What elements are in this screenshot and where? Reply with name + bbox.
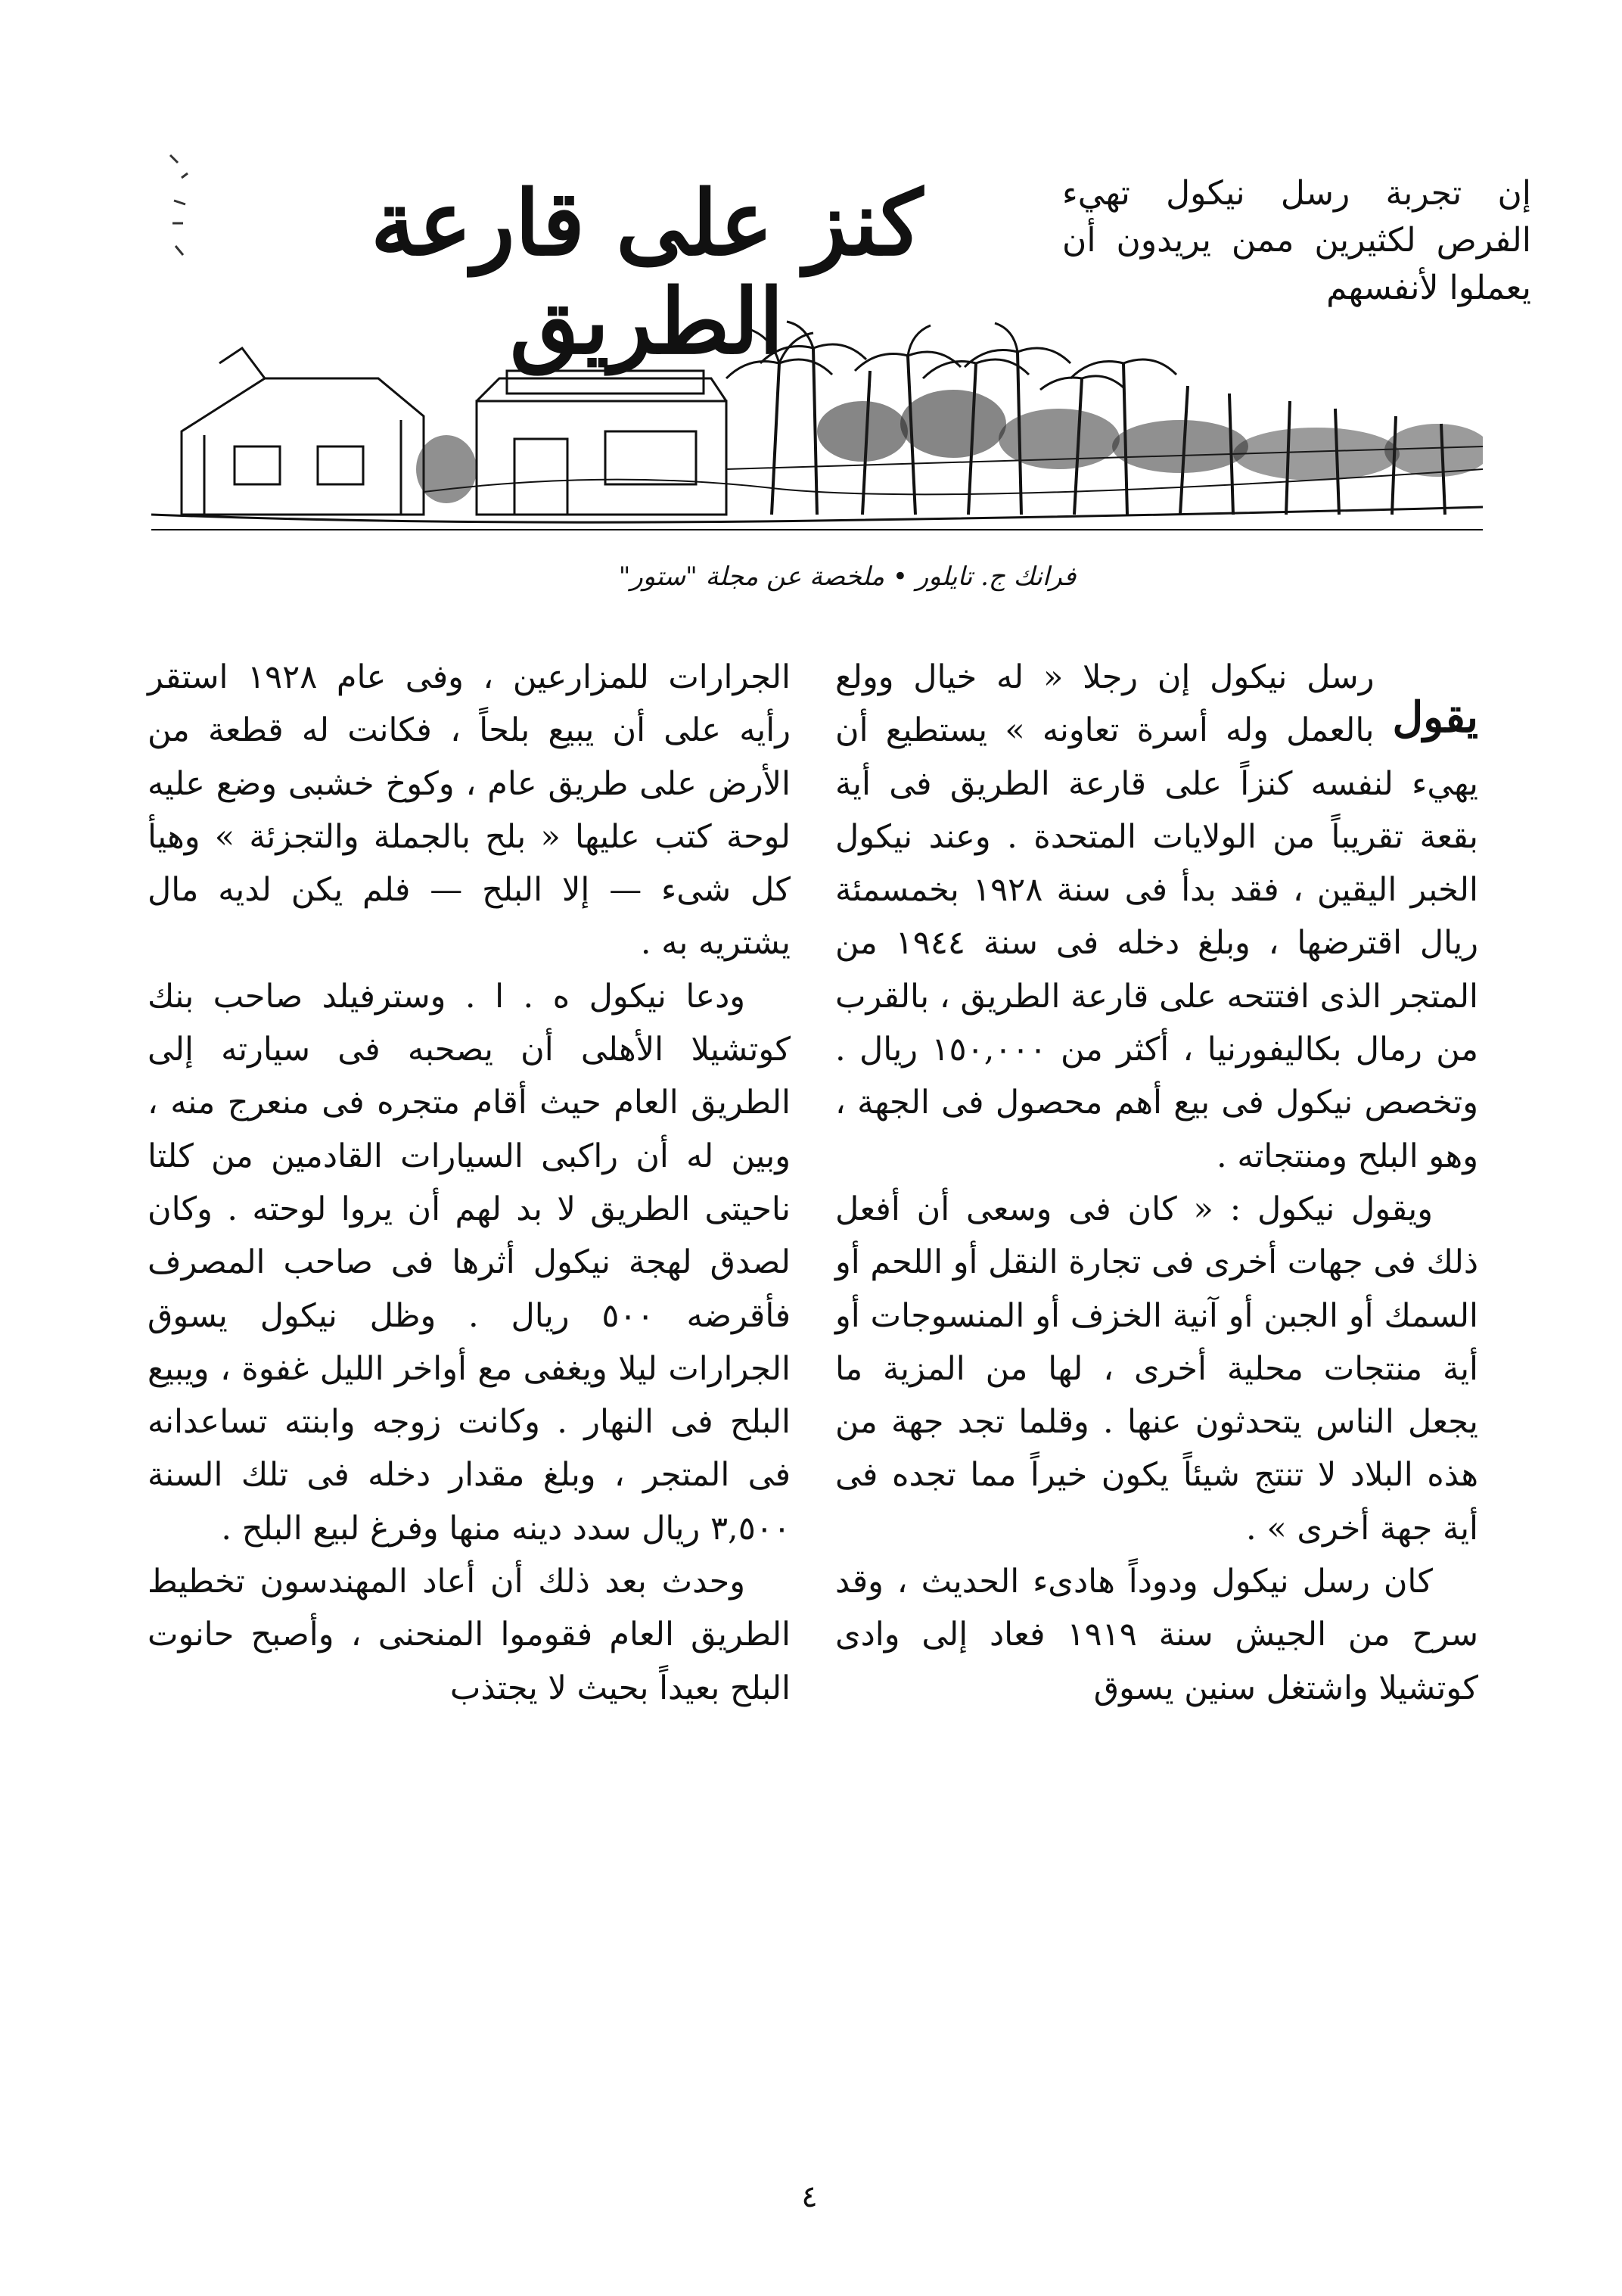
paragraph: الجرارات للمزارعين ، وفى عام ١٩٢٨ استقر رأيه على أن يبيع بلحاً ، فكانت له قطعة من الأرض على طريق عام ، وكوخ خشبى وضع عليه لوحة كتب عليها « بلح بالجملة والتجزئة » وهيأ كل شىء — إلا البلح — فلم يكن لديه مال يشتريه به . [148, 658, 791, 963]
paragraph: وحدث بعد ذلك أن أعاد المهندسون تخطيط الطريق العام فقوموا المنحنى ، وأصبح حانوت البلح بعيداً بحيث لا يجتذب [148, 1563, 791, 1707]
paragraph: ودعا نيكول ه . ا . وسترفيلد صاحب بنك كوتشيلا الأهلى أن يصحبه فى سيارته إلى الطريق العام حيث أقام متجره فى منعرج منه ، وبين له أن راكبى السيارات القادمين من كلتا ناحيتى الطريق لا بد لهم أن يروا لوحته . وكان لصدق لهجة نيكول أثرها فى صاحب المصرف فأقرضه ٥٠٠ ريال . وظل نيكول يسوق الجرارات ليلا ويغفى مع أواخر الليل غفوة ، ويبيع البلح فى النهار . وكانت زوجه وابنته تساعدانه فى المتجر ، وبلغ مقدار دخله فى تلك السنة ٣,٥٠٠ ريال سدد دينه منها وفرغ لبيع البلح . [148, 977, 791, 1548]
paragraph: ويقول نيكول : « كان فى وسعى أن أفعل ذلك فى جهات أخرى فى تجارة النقل أو اللحم أو السمك أو الجبن أو آنية الخزف أو المنسوجات أو أية منتجات محلية أخرى ، لها من المزية ما يجعل الناس يتحدثون عنها . وقلما تجد جهة من هذه البلاد لا تنتج شيئاً يكون خيراً مما تجده فى أية جهة أخرى » . [835, 1190, 1478, 1548]
article-column-right [835, 651, 1478, 1715]
article-intro: إن تجربة رسل نيكول تهيء الفرص لكثيرين ممن يريدون أن يعملوا لأنفسهم [1062, 174, 1531, 307]
roadside-store-illustration [151, 318, 1483, 537]
paragraph: كان رسل نيكول ودوداً هادىء الحديث ، وقد سرح من الجيش سنة ١٩١٩ فعاد إلى وادى كوتشيلا واشتغل سنين يسوق [835, 1563, 1478, 1707]
scan-margin-marks [166, 148, 197, 269]
article-title: كنز على قارعة الطريق [371, 170, 923, 374]
paragraph: رسل نيكول إن رجلا « له خيال وولع بالعمل وله أسرة تعاونه » يستطيع أن يهيء لنفسه كنزاً على قارعة الطريق فى أية بقعة تقريباً من الولايات المتحدة . وعند نيكول الخبر اليقين ، فقد بدأ فى سنة ١٩٢٨ بخمسمئة ريال اقترضها ، وبلغ دخله فى سنة ١٩٤٤ من المتجر الذى افتتحه على قارعة الطريق ، بالقرب من رمال بكاليفورنيا ، أكثر من ١٥٠,٠٠٠ ريال . وتخصص نيكول فى بيع أهم محصول فى الجهة ، وهو البلح ومنتجاته . [835, 658, 1478, 1175]
article-column-left [148, 651, 791, 1715]
author-byline: فرانك ج. تايلور • ملخصة عن مجلة "ستور" [618, 562, 1077, 592]
page-number: ٤ [801, 2179, 818, 2214]
lead-word: يقول [1392, 692, 1478, 742]
